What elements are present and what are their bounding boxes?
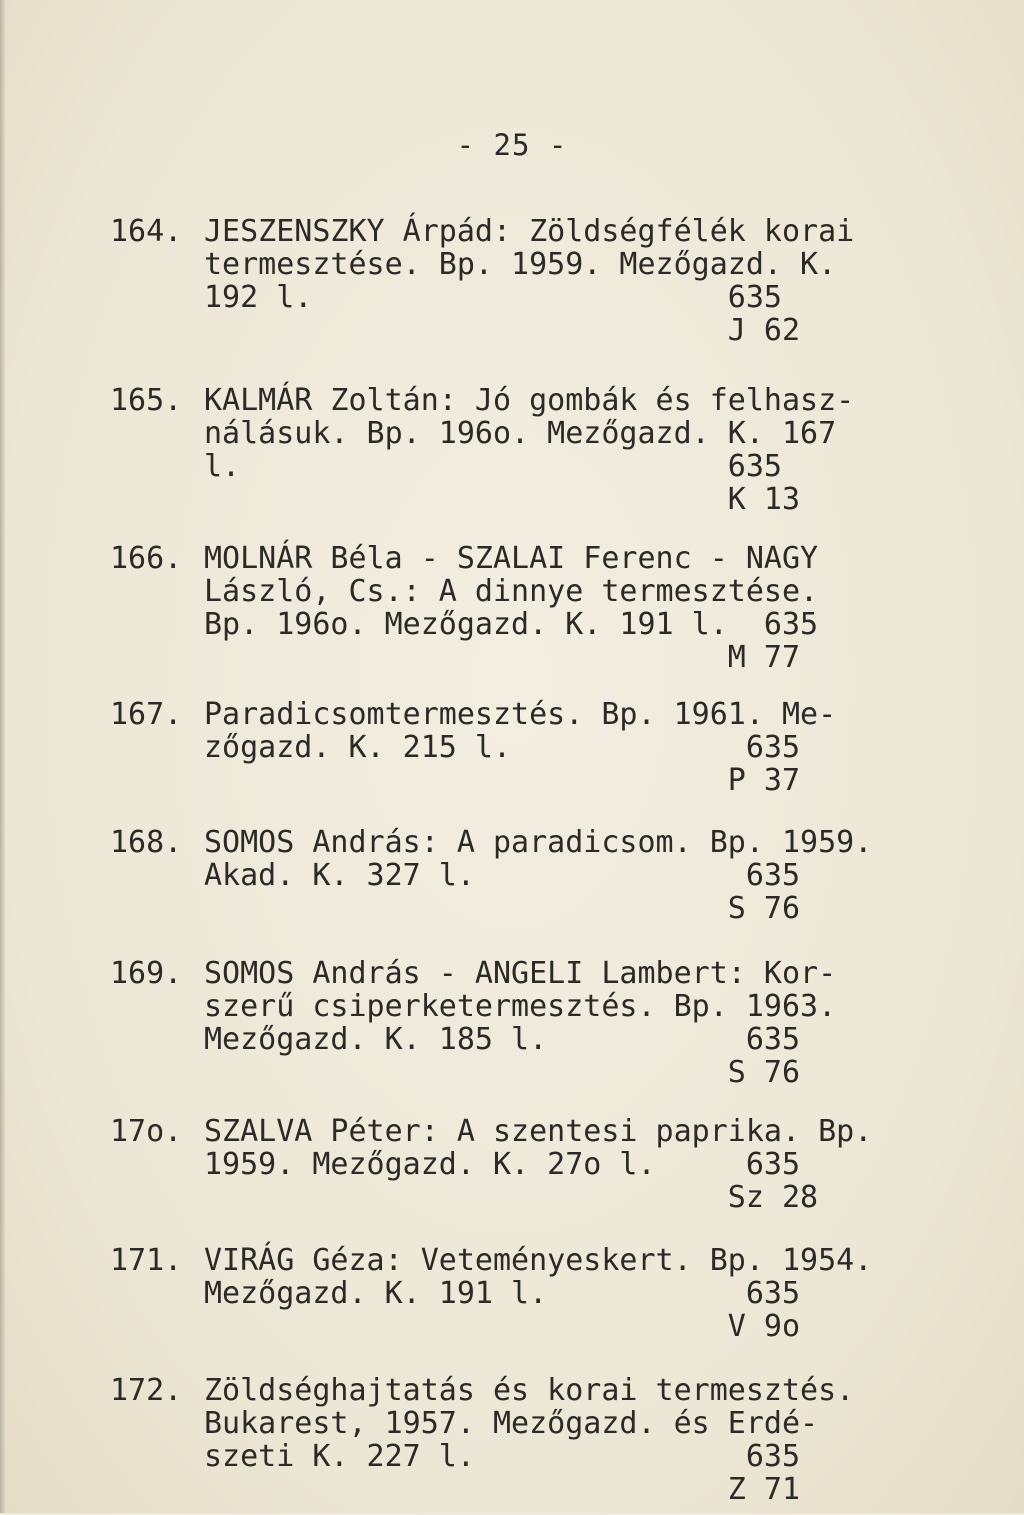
bibliography-entry: [110, 699, 940, 827]
entry-line: Akad. K. 327 l. 635: [204, 858, 801, 893]
entry-line: V 9o: [204, 1309, 801, 1344]
entry-line: László, Cs.: A dinnye termesztése.: [204, 574, 819, 609]
bibliography-entry: [110, 1375, 940, 1515]
entry-line: Paradicsomtermesztés. Bp. 1961. Me-: [204, 697, 837, 732]
entry-line: l. 635: [204, 449, 782, 484]
entry-line: M 77: [204, 640, 801, 675]
entry-line: S 76: [204, 891, 801, 926]
bibliography-list: [110, 216, 940, 1515]
entry-line: JESZENSZKY Árpád: Zöldségfélék korai: [204, 214, 855, 249]
entry-line: SOMOS András: A paradicsom. Bp. 1959.: [204, 825, 873, 860]
bibliography-entry: [110, 958, 940, 1116]
entry-line: Bp. 196o. Mezőgazd. K. 191 l. 635: [204, 607, 819, 642]
entry-line: Zöldséghajtatás és korai termesztés.: [204, 1373, 855, 1408]
entry-number: 166.: [110, 541, 183, 576]
bibliography-entry: [110, 1245, 940, 1375]
entry-number: 164.: [110, 214, 183, 249]
entry-number: 165.: [110, 383, 183, 418]
entry-line: J 62: [204, 313, 801, 348]
entry-line: termesztése. Bp. 1959. Mezőgazd. K.: [204, 247, 837, 282]
page-number: - 25 -: [456, 128, 568, 162]
entry-line: K 13: [204, 482, 801, 517]
entry-line: Mezőgazd. K. 191 l. 635: [204, 1276, 801, 1311]
entry-line: Mezőgazd. K. 185 l. 635: [204, 1022, 801, 1057]
entry-line: P 37: [204, 763, 801, 798]
bibliography-entry: [110, 385, 940, 543]
entry-line: SZALVA Péter: A szentesi paprika. Bp.: [204, 1114, 873, 1149]
bibliography-entry: [110, 543, 940, 699]
entry-line: szerű csiperketermesztés. Bp. 1963.: [204, 989, 837, 1024]
entry-line: szeti K. 227 l. 635: [204, 1439, 801, 1474]
entry-line: VIRÁG Géza: Veteményeskert. Bp. 1954.: [204, 1243, 873, 1278]
entry-line: SOMOS András - ANGELI Lambert: Kor-: [204, 956, 837, 991]
entry-line: zőgazd. K. 215 l. 635: [204, 730, 801, 765]
page-edge-shadow: [0, 0, 6, 1513]
entry-line: Z 71: [204, 1472, 801, 1507]
entry-number: 172.: [110, 1373, 183, 1408]
entry-line: MOLNÁR Béla - SZALAI Ferenc - NAGY: [204, 541, 819, 576]
entry-line: S 76: [204, 1055, 801, 1090]
entry-line: nálásuk. Bp. 196o. Mezőgazd. K. 167: [204, 416, 837, 451]
entry-line: Sz 28: [204, 1180, 819, 1215]
entry-number: 17o.: [110, 1114, 183, 1149]
bibliography-entry: [110, 827, 940, 958]
entry-number: 168.: [110, 825, 183, 860]
entry-number: 167.: [110, 697, 183, 732]
entry-line: 1959. Mezőgazd. K. 27o l. 635: [204, 1147, 801, 1182]
entry-number: 169.: [110, 956, 183, 991]
bibliography-entry: [110, 216, 940, 385]
entry-line: Bukarest, 1957. Mezőgazd. és Erdé-: [204, 1406, 819, 1441]
bibliography-entry: [110, 1116, 940, 1245]
entry-line: KALMÁR Zoltán: Jó gombák és felhasz-: [204, 383, 855, 418]
entry-line: 192 l. 635: [204, 280, 782, 315]
entry-number: 171.: [110, 1243, 183, 1278]
